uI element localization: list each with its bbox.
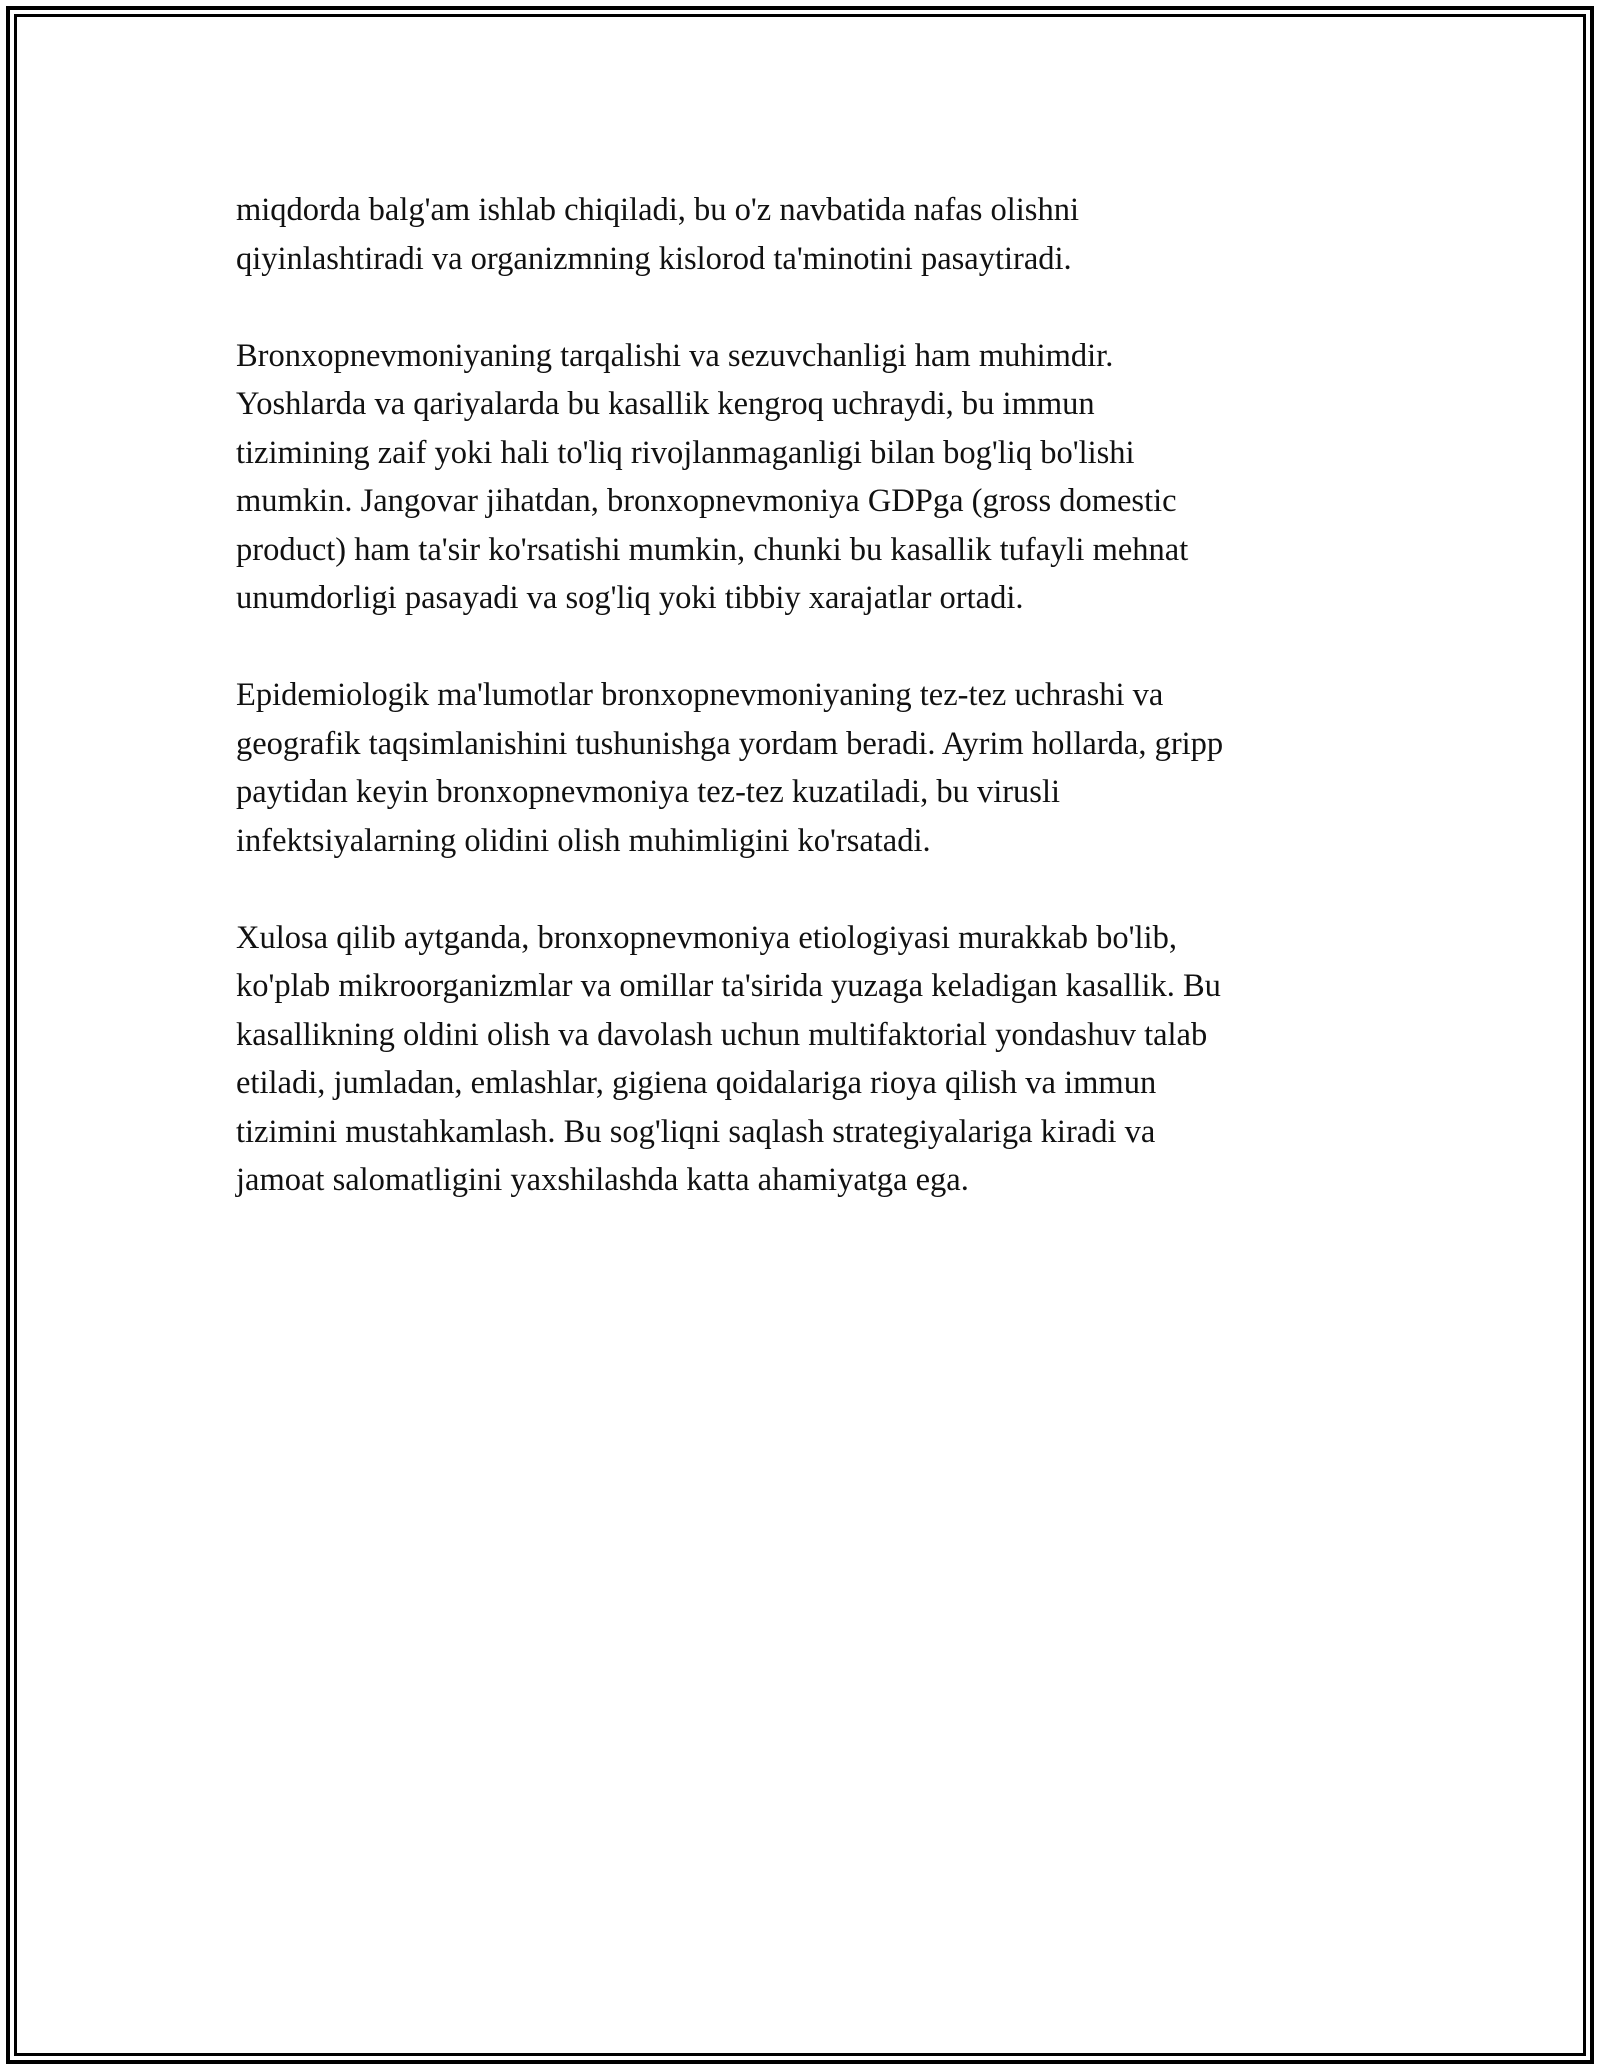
document-body	[236, 186, 1396, 1253]
text-line: ko'plab mikroorganizmlar va omillar ta'sirida yuzaga keladigan kasallik. Bu	[236, 968, 1221, 1004]
text-line: paytidan keyin bronxopnevmoniya tez-tez kuzatiladi, bu virusli	[236, 774, 1061, 810]
text-line: qiyinlashtiradi va organizmning kislorod ta'minotini pasaytiradi.	[236, 240, 1072, 277]
text-line: jamoat salomatligini yaxshilashda katta ahamiyatga ega.	[236, 1162, 969, 1198]
text-line: Bronxopnevmoniyaning tarqalishi va sezuvchanligi ham muhimdir.	[236, 337, 1114, 374]
text-line: etiladi, jumladan, emlashlar, gigiena qoidalariga rioya qilish va immun	[236, 1065, 1157, 1101]
text-line: Yoshlarda va qariyalarda bu kasallik kengroq uchraydi, bu immun	[236, 386, 1095, 422]
text-line: Xulosa qilib aytganda, bronxopnevmoniya etiologiyasi murakkab bo'lib,	[236, 919, 1177, 956]
text-line: miqdorda balg'am ishlab chiqiladi, bu o'z navbatida nafas olishni	[236, 192, 1079, 228]
text-line: product) ham ta'sir ko'rsatishi mumkin, chunki bu kasallik tufayli mehnat	[236, 531, 1189, 568]
text-line: tizimining zaif yoki hali to'liq rivojlanmaganligi bilan bog'liq bo'lishi	[236, 434, 1135, 471]
paragraph-3	[236, 671, 1396, 865]
text-line: geografik taqsimlanishini tushunishga yordam beradi. Ayrim hollarda, gripp	[236, 725, 1224, 762]
text-line: tizimini mustahkamlash. Bu sog'liqni saqlash strategiyalariga kiradi va	[236, 1113, 1156, 1150]
text-line: mumkin. Jangovar jihatdan, bronxopnevmoniya GDPga (gross domestic	[236, 483, 1177, 519]
paragraph-4	[236, 914, 1396, 1205]
text-line: infektsiyalarning olidini olish muhimligini ko'rsatadi.	[236, 822, 931, 859]
text-line: unumdorligi pasayadi va sog'liq yoki tibbiy xarajatlar ortadi.	[236, 580, 1024, 616]
paragraph-1	[236, 186, 1396, 283]
text-line: Epidemiologik ma'lumotlar bronxopnevmoniyaning tez-tez uchrashi va	[236, 677, 1164, 713]
text-line: kasallikning oldini olish va davolash uchun multifaktorial yondashuv talab	[236, 1016, 1208, 1053]
paragraph-2	[236, 332, 1396, 623]
